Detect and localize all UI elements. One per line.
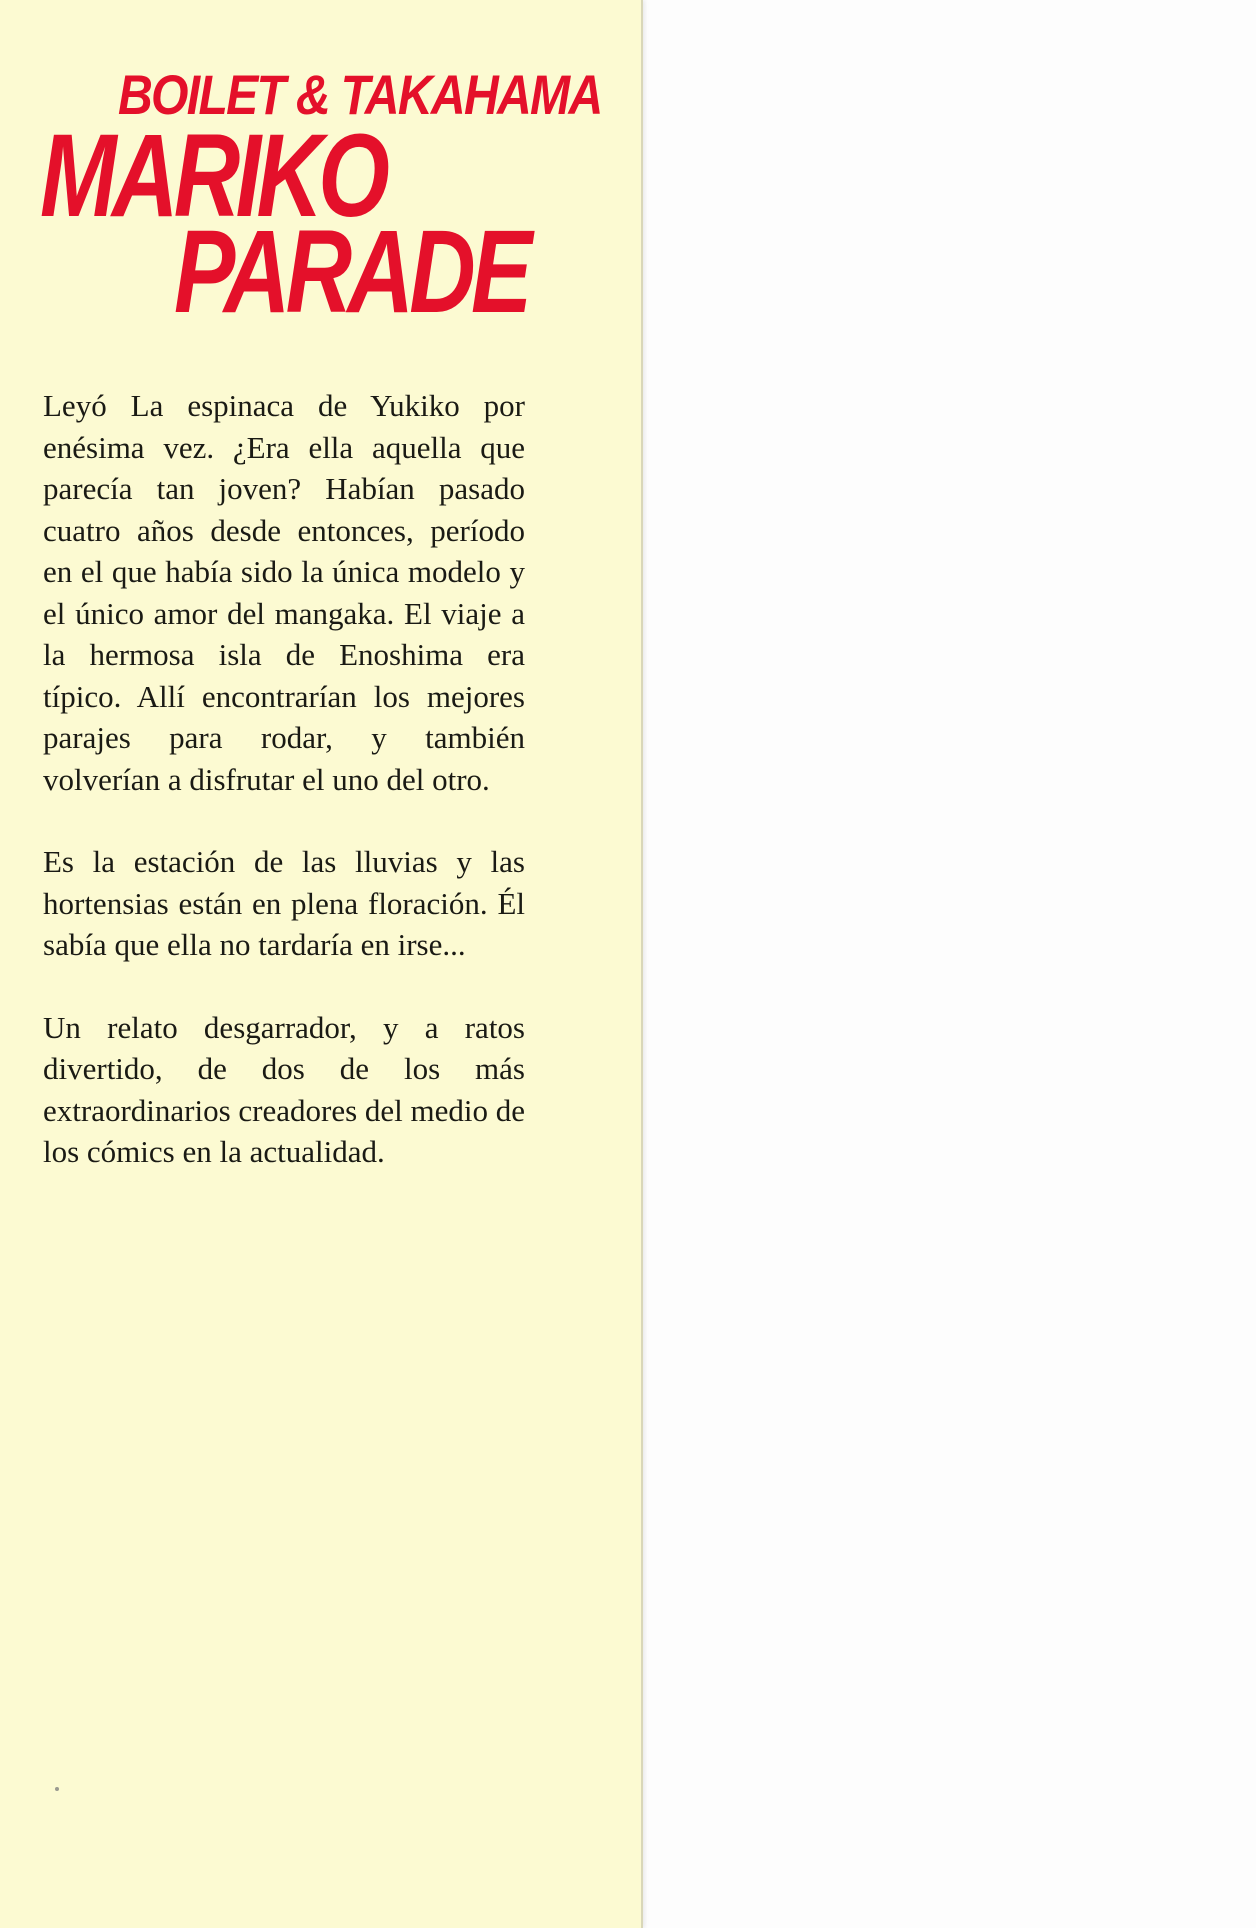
blurb-paragraph-3: Un relato desgarrador, y a ratos divertido, de dos de los más extraordinarios creadores del medio de los cómics en la actualidad. (43, 1009, 526, 1169)
blurb-paragraph-1: Leyó La espinaca de Yukiko por enésima vez. ¿Era ella aquella que parecía tan joven? Habían pasado cuatro años desde entonces, período en el que había sido la única modelo y el único amor del mangaka. El viaje a la hermosa isla de Enoshima era típico. Allí encontrarían los mejores parajes para rodar, y también volverían a disfrutar el uno del otro. (43, 388, 525, 797)
blurb-paragraph-2: Es la estación de las lluvias y las hortensias están en plena floración. Él sabía que ella no tardaría en irse... (43, 844, 525, 962)
book-title-line-2: PARADE (174, 206, 528, 338)
book-title-line-1: MARIKO (40, 110, 386, 242)
blurb-text (43, 385, 525, 1214)
paper-speck (55, 1787, 59, 1791)
blank-page (643, 0, 1256, 1928)
authors-heading: BOILET & TAKAHAMA (118, 63, 602, 126)
title-block (40, 55, 602, 338)
